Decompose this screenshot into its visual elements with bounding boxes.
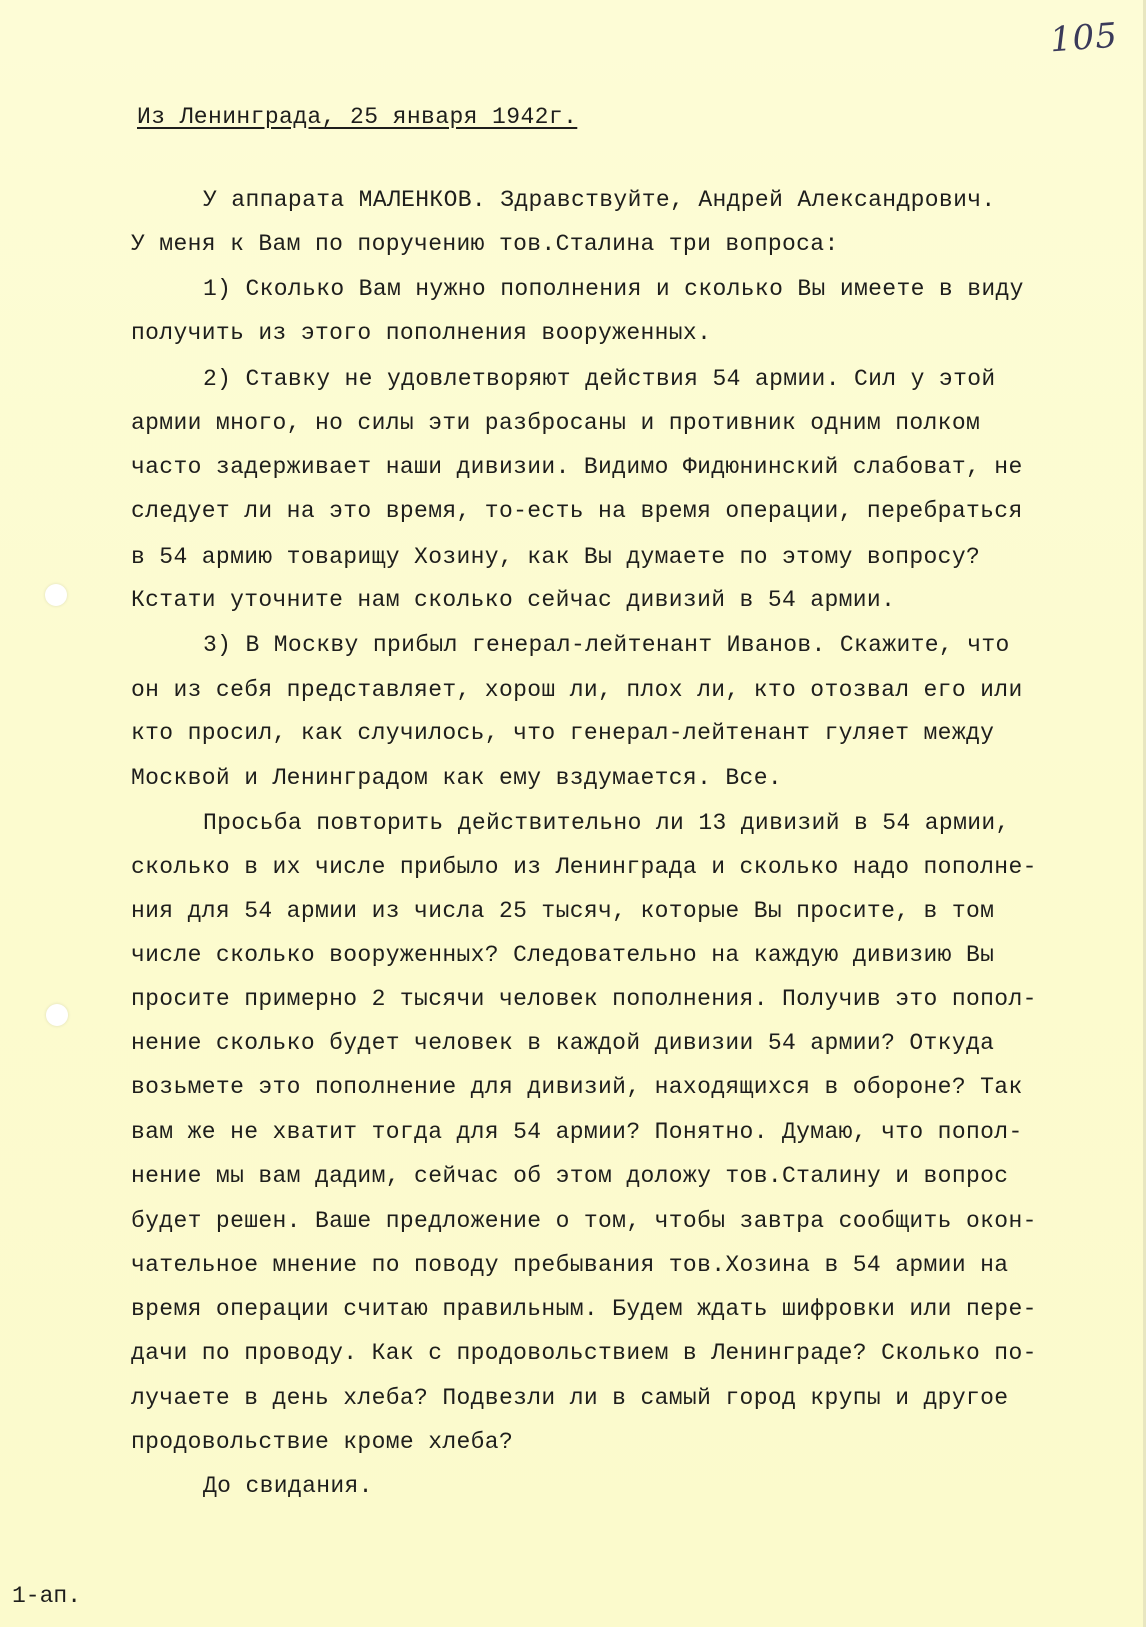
body-line: сколько в их числе прибыло из Ленинграда и сколько надо пополне- (131, 854, 1037, 880)
body-line: числе сколько вооруженных? Следовательно на каждую дивизию Вы (131, 942, 995, 968)
body-line: 1) Сколько Вам нужно пополнения и сколько Вы имеете в виду (203, 276, 1024, 302)
body-line: дачи по проводу. Как с продовольствием в Ленинграде? Сколько по- (131, 1340, 1037, 1366)
body-line: продовольствие кроме хлеба? (131, 1429, 514, 1455)
archive-page-number: 105 (1048, 15, 1120, 61)
footer-mark: 1-ап. (12, 1583, 82, 1609)
body-line: Москвой и Ленинградом как ему вздумается. Все. (131, 765, 783, 791)
body-line: кто просил, как случилось, что генерал-лейтенант гуляет между (131, 720, 995, 746)
body-line: Кстати уточните нам сколько сейчас дивизий в 54 армии. (131, 587, 896, 613)
body-line: часто задерживает наши дивизии. Видимо Фидюнинский слабоват, не (131, 454, 1023, 480)
body-line: в 54 армию товарищу Хозину, как Вы думаете по этому вопросу? (131, 544, 981, 570)
body-line: лучаете в день хлеба? Подвезли ли в самый город крупы и другое (131, 1385, 1009, 1411)
body-line: получить из этого пополнения вооруженных. (131, 320, 712, 346)
punch-hole (45, 584, 67, 606)
body-line: нение мы вам дадим, сейчас об этом доложу тов.Сталину и вопрос (131, 1163, 1009, 1189)
body-line: армии много, но силы эти разбросаны и противник одним полком (131, 410, 981, 436)
body-line: У меня к Вам по поручению тов.Сталина три вопроса: (131, 231, 839, 257)
document-heading: Из Ленинграда, 25 января 1942г. (137, 104, 578, 130)
body-line: он из себя представляет, хорош ли, плох ли, кто отозвал его или (131, 677, 1023, 703)
body-line: 3) В Москву прибыл генерал-лейтенант Иванов. Скажите, что (203, 632, 1010, 658)
body-line: 2) Ставку не удовлетворяют действия 54 армии. Сил у этой (203, 366, 996, 392)
punch-hole (46, 1004, 68, 1026)
body-line: время операции считаю правильным. Будем ждать шифровки или пере- (131, 1296, 1037, 1322)
body-line: возьмете это пополнение для дивизий, находящихся в обороне? Так (131, 1074, 1023, 1100)
body-line: Просьба повторить действительно ли 13 дивизий в 54 армии, (203, 810, 1010, 836)
body-line: вам же не хватит тогда для 54 армии? Понятно. Думаю, что попол- (131, 1119, 1023, 1145)
body-line: чательное мнение по поводу пребывания тов.Хозина в 54 армии на (131, 1252, 1009, 1278)
body-line: нение сколько будет человек в каждой дивизии 54 армии? Откуда (131, 1030, 995, 1056)
body-line: будет решен. Ваше предложение о том, чтобы завтра сообщить окон- (131, 1208, 1037, 1234)
body-line: У аппарата МАЛЕНКОВ. Здравствуйте, Андрей Александрович. (203, 187, 996, 213)
body-line: ния для 54 армии из числа 25 тысяч, которые Вы просите, в том (131, 898, 995, 924)
body-line: следует ли на это время, то-есть на время операции, перебраться (131, 498, 1023, 524)
body-line: просите примерно 2 тысячи человек пополнения. Получив это попол- (131, 986, 1037, 1012)
body-line: До свидания. (203, 1473, 373, 1499)
